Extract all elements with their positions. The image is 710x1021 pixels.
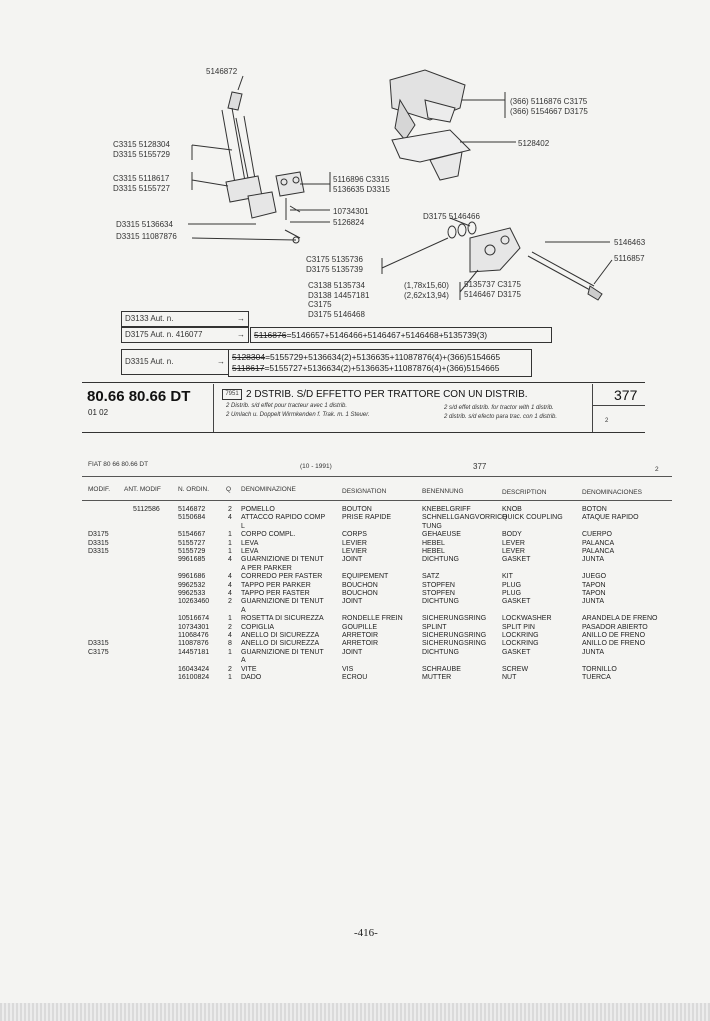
table-cell-fr: JOINT	[342, 556, 363, 564]
callout-lever-a2: D3315 5155729	[113, 150, 170, 159]
header-title: 2 DSTRIB. S/D EFFETTO PER TRATTORE CON UN DISTRIB.	[246, 389, 528, 400]
callout-pin-2: 5126824	[333, 218, 365, 227]
table-cell-es: PALANCA	[582, 539, 615, 547]
table-cell-q: 4	[228, 573, 232, 581]
catalog-page: 5146872 (366) 5116876 C3175 (366) 5154667 D3175 5128402 C3315 5128304 D3315 5155729 C3315 5118617 D3315 5155727 5116896 C3315 5136635 D3315 10734301 5126824 D3315 5136634 D3315 11087876 D3175 5146466 5146463 5116857 C3175 5135736 D3175 5135739 C3138 5135734 (1,78x15,60) D3138 14457181 (2,62x13,94) C3175 D3175 5146468 5135737 C3175 5146467 D3175 D3133 Aut. n. → D3175 Aut. n. 416077 → 5116876=5146657+5146466+5146467+5146468+5135739(3) D3315 Aut. n. → 5128304=5155729+5136634(2)+5136635+11087876(4)+(366)5154665 5118617=5155727+5136634(2)+5136635+11087876(4)+(366)5154665 80.66 80.66 DT 01 02 7951 2 DSTRIB. S/D EFFETTO PER TRATTORE CON UN DISTRIB. 2 Distrib. s/d effet pour tracteur avec 1 distrib. 2 Umlach u. Doppelt Wirmkenden f. Trak. m. 1 Steuer. 2 s/d effet distrib. for tractor with 1 distrib. 2 distrib. s/d efecto para trac. con 1 distrib. 377 2 FIAT 80 66 80.66 DT (10 - 1991) 377 2 MODIF. ANT. MODIF N. ORDIN. Q DENOMINAZIONE DESIGNATION BENENNUNG DESCRIPTION DENOMINACIONES 5112586 5146872 2 POMELLO BOUTON KNEBELGRIFF KNOB BOTON 5150684 4 ATTACCO RAPIDO COMP PRISE RAPIDE SCHNELLGANGVORRICH QUICK COUPLING ATAQUE RAPIDO L TUNG D3175 5154667 1 CORPO COMPL. CORPS GEHAEUSE BODY CUERPO D3315 5155727 1 LEVA LEVIER HEBEL LEVER PALANCA D3315 5155729 1 LEVA LEVIER HEBEL LEVER PALANCA 9961685 4 GUARNIZIONE DI TENUT JOINT DICHTUNG GASKET JUNTA A PER PARKER 9961686 4 CORREDO PER FASTER EQUIPEMENT SATZ KIT JUEGO 9962532 4 TAPPO PER PARKER BOUCHON STOPFEN PLUG TAPON 9962533 4 TAPPO PER FASTER BOUCHON STOPFEN PLUG TAPON 10263460 2 GUARNIZIONE DI TENUT JOINT DICHTUNG GASKET JUNTA A 10516674 1 ROSETTA DI SICUREZZA RONDELLE FREIN SICHERUNGSRING LOCKWASHER ARANDELA DE FRENO 10734301 2 COPIGLIA GOUPILLE SPLINT SPLIT PIN PASADOR ABIERTO 11068476 4 ANELLO DI SICUREZZA ARRETOIR SICHERUNGSRING LOCKRING ANILLO DE FRENO D3315 11087876 8 ANELLO DI SICUREZZA ARRETOIR SICHERUNGSRING LOCKRING ANILLO DE FRENO C3175 14457181 1 GUARNIZIONE DI TENUT JOINT DICHTUNG GASKET JUNTA A 16043424 2 VITE VIS SCHRAUBE SCREW TORNILLO 16100824 1 DADO ECROU MUTTER NUT TUERCA -416-	[0, 0, 710, 1021]
table-cell-q: 4	[228, 590, 232, 597]
table-cell-q: 1	[228, 548, 232, 555]
table-cell-modif: D3175	[88, 531, 109, 539]
callout-seal-4: D3175 5146468	[308, 310, 365, 319]
callout-kit-2: D3175 5135739	[306, 265, 363, 274]
table-cell-it: TAPPO PER FASTER	[241, 590, 310, 597]
callout-screw-1: D3315 5136634	[116, 220, 173, 229]
aut-row-d3315: D3315 Aut. n. →	[121, 349, 229, 375]
callout-seal-2-dim: (2,62x13,94)	[404, 291, 449, 300]
table-cell-de: KNEBELGRIFF	[422, 506, 471, 513]
table-cell-es: JUNTA	[582, 556, 605, 564]
callout-seal-1-dim: (1,78x15,60)	[404, 281, 449, 290]
table-cell-it: L	[241, 522, 245, 530]
callout-seal-2: D3138 14457181	[308, 291, 370, 300]
table-cell-q: 1	[228, 539, 232, 547]
table-cell-ord: 9962533	[178, 590, 206, 597]
table-cell-fr: RONDELLE FREIN	[342, 615, 403, 623]
scan-edge	[0, 1003, 710, 1021]
table-cell-ord: 5150684	[178, 514, 206, 522]
callout-lever-b1: C3315 5118617	[113, 174, 170, 183]
table-cell-q: 1	[228, 615, 232, 623]
callout-kit-1: C3175 5135736	[306, 255, 363, 264]
table-cell-ord: 16100824	[178, 674, 210, 681]
table-cell-en: LOCKWASHER	[502, 615, 552, 623]
table-cell-it: A	[241, 657, 246, 665]
table-cell-de: STOPFEN	[422, 590, 455, 597]
table-cell-de: GEHAEUSE	[422, 531, 461, 539]
table-cell-q: 2	[228, 506, 232, 513]
table-cell-modif: D3315	[88, 640, 109, 648]
header-title-en: 2 s/d effet distrib. for tractor with 1 distrib.	[444, 405, 554, 411]
callout-valve-1: (366) 5116876 C3175	[510, 97, 588, 106]
table-cell-it: A PER PARKER	[241, 564, 292, 572]
table-cell-en: PLUG	[502, 581, 522, 589]
table-cell-es: ANILLO DE FRENO	[582, 632, 646, 639]
header-page-rule	[593, 405, 645, 406]
header-title-fr: 2 Distrib. s/d effet pour tracteur avec 1 distrib.	[226, 403, 348, 409]
table-cell-q: 2	[228, 598, 232, 606]
table-cell-modif: C3175	[88, 648, 109, 656]
table-cell-it: GUARNIZIONE DI TENUT	[241, 598, 324, 606]
table-cell-it: VITE	[241, 665, 257, 673]
table-cell-q: 2	[228, 623, 232, 631]
table-cell-q: 8	[228, 640, 232, 648]
table-cell-fr: JOINT	[342, 648, 363, 656]
table-cell-modif: D3315	[88, 548, 109, 555]
table-cell-de: DICHTUNG	[422, 598, 459, 606]
header-divider-left	[213, 384, 214, 432]
table-cell-de: SICHERUNGSRING	[422, 615, 487, 623]
table-cell-en: LEVER	[502, 548, 525, 555]
callout-seal-3: C3175	[308, 300, 332, 309]
table-cell-q: 1	[228, 648, 232, 656]
header-title-es: 2 distrib. s/d efecto para trac. con 1 distrib.	[444, 414, 558, 420]
table-cell-q: 4	[228, 514, 232, 522]
callout-seal-1: C3138 5135734	[308, 281, 365, 290]
table-cell-ord: 16043424	[178, 665, 210, 673]
callout-top-pin: 5146872	[206, 67, 238, 76]
table-cell-q: 4	[228, 556, 232, 564]
callout-body-1: 5135737 C3175	[464, 280, 521, 289]
aut-row-d3133: D3133 Aut. n. →	[121, 311, 249, 327]
table-cell-ord: 9962532	[178, 581, 206, 589]
table-cell-es: TORNILLO	[582, 665, 617, 673]
table-cell-ord: 10734301	[178, 623, 210, 631]
table-cell-it: COPIGLIA	[241, 623, 275, 631]
table-cell-de: MUTTER	[422, 674, 452, 681]
table-cell-ord: 10263460	[178, 598, 210, 606]
table-cell-it: POMELLO	[241, 506, 275, 513]
table-cell-en: LOCKRING	[502, 640, 539, 648]
small-ref-box: 7951	[222, 389, 242, 400]
table-cell-de: SPLINT	[422, 623, 447, 631]
listing-sheet: 2	[655, 466, 659, 473]
callout-lever-a1: C3315 5128304	[113, 140, 170, 149]
table-cell-q: 4	[228, 632, 232, 639]
table-cell-it: GUARNIZIONE DI TENUT	[241, 556, 324, 564]
table-cell-de: SICHERUNGSRING	[422, 632, 487, 639]
table-cell-it: CORPO COMPL.	[241, 531, 296, 539]
callout-gasket-top: D3175 5146466	[423, 212, 480, 221]
table-cell-it: GUARNIZIONE DI TENUT	[241, 648, 324, 656]
header-page-number: 377	[614, 387, 638, 403]
table-cell-de: HEBEL	[422, 539, 445, 547]
table-cell-q: 1	[228, 674, 232, 681]
table-cell-fr: PRISE RAPIDE	[342, 514, 392, 522]
callout-plate: 5128402	[518, 139, 550, 148]
table-cell-fr: EQUIPEMENT	[342, 573, 389, 581]
table-cell-q: 4	[228, 581, 232, 589]
table-cell-fr: BOUCHON	[342, 590, 378, 597]
table-cell-en: NUT	[502, 674, 517, 681]
table-cell-en: GASKET	[502, 556, 531, 564]
table-cell-en: GASKET	[502, 598, 531, 606]
callout-valve-2: (366) 5154667 D3175	[510, 107, 588, 116]
table-cell-fr: CORPS	[342, 531, 367, 539]
table-cell-es: JUNTA	[582, 648, 605, 656]
table-cell-de: STOPFEN	[422, 581, 455, 589]
table-cell-fr: VIS	[342, 665, 354, 673]
aut-row-d3175-value: 5116876=5146657+5146466+5146467+5146468+5135739(3)	[250, 327, 552, 343]
table-cell-de: SCHRAUBE	[422, 665, 461, 673]
model-title: 80.66 80.66 DT	[87, 388, 191, 405]
table-cell-fr: BOUCHON	[342, 581, 378, 589]
table-cell-es: CUERPO	[582, 531, 612, 539]
table-cell-es: BOTON	[582, 506, 607, 513]
table-cell-it: ROSETTA DI SICUREZZA	[241, 615, 324, 623]
table-cell-en: SCREW	[502, 665, 529, 673]
listing-date-range: (10 - 1991)	[300, 463, 332, 470]
table-cell-fr: GOUPILLE	[342, 623, 378, 631]
table-cell-es: PASADOR ABIERTO	[582, 623, 648, 631]
table-cell-de: DICHTUNG	[422, 556, 459, 564]
table-cell-q: 2	[228, 665, 232, 673]
table-cell-it: A	[241, 606, 246, 614]
table-cell-fr: ARRETOIR	[342, 632, 379, 639]
table-cell-fr: BOUTON	[342, 506, 372, 513]
header-bottom-rule	[82, 432, 645, 433]
callout-clamp-1: 5116896 C3315	[333, 175, 390, 184]
header-top-rule	[82, 382, 645, 383]
table-cell-es: PALANCA	[582, 548, 615, 555]
listing-top-rule	[82, 476, 672, 477]
table-cell-es: JUNTA	[582, 598, 605, 606]
table-cell-es: TAPON	[582, 581, 606, 589]
table-cell-en: GASKET	[502, 648, 531, 656]
table-cell-de: HEBEL	[422, 548, 445, 555]
group-code: 01 02	[88, 408, 109, 417]
table-cell-ord: 5146872	[178, 506, 206, 513]
table-cell-it: DADO	[241, 674, 262, 681]
aut-row-d3315-value: 5128304=5155729+5136634(2)+5136635+11087876(4)+(366)5154665 5118617=5155727+5136634(2)+5136635+11087876(4)+(366)5154665	[228, 349, 532, 377]
table-cell-it: TAPPO PER PARKER	[241, 581, 311, 589]
table-cell-ord: 11068476	[178, 632, 209, 639]
table-cell-ord: 5154667	[178, 531, 206, 539]
table-cell-ant: 5112586	[133, 506, 160, 513]
table-cell-ord: 5155729	[178, 548, 206, 555]
callout-nut: 5116857	[614, 254, 645, 263]
table-cell-es: TAPON	[582, 590, 606, 597]
table-cell-en: BODY	[502, 531, 522, 539]
table-cell-it: LEVA	[241, 539, 259, 547]
callout-screw-2: D3315 11087876	[116, 232, 177, 241]
aut-row-d3175: D3175 Aut. n. 416077 →	[121, 327, 249, 343]
table-cell-es: ARANDELA DE FRENO	[582, 615, 658, 623]
table-cell-en: KIT	[502, 573, 513, 581]
table-cell-en: KNOB	[502, 506, 522, 513]
callout-pin-1: 10734301	[333, 207, 369, 216]
table-cell-fr: JOINT	[342, 598, 363, 606]
table-cell-de: DICHTUNG	[422, 648, 459, 656]
table-cell-q: 1	[228, 531, 232, 539]
table-cell-fr: ARRETOIR	[342, 640, 379, 648]
header-divider-right	[592, 384, 593, 432]
table-cell-de: TUNG	[422, 522, 442, 530]
callout-body-2: 5146467 D3175	[464, 290, 521, 299]
table-cell-ord: 9961685	[178, 556, 206, 564]
table-cell-es: ATAQUE RAPIDO	[582, 514, 639, 522]
table-cell-fr: LEVIER	[342, 548, 367, 555]
table-cell-modif: D3315	[88, 539, 109, 547]
header-sheet: 2	[605, 418, 609, 424]
table-cell-ord: 11087876	[178, 640, 209, 648]
callout-clamp-2: 5136635 D3315	[333, 185, 390, 194]
table-cell-es: TUERCA	[582, 674, 611, 681]
listing-page-number: 377	[473, 462, 487, 471]
table-cell-it: CORREDO PER FASTER	[241, 573, 323, 581]
callout-lever-b2: D3315 5155727	[113, 184, 170, 193]
table-cell-ord: 10516674	[178, 615, 210, 623]
table-cell-de: SCHNELLGANGVORRICH	[422, 514, 508, 522]
table-cell-fr: LEVIER	[342, 539, 367, 547]
table-cell-ord: 9961686	[178, 573, 206, 581]
table-cell-it: LEVA	[241, 548, 259, 555]
table-cell-de: SATZ	[422, 573, 440, 581]
table-cell-it: ANELLO DI SICUREZZA	[241, 640, 320, 648]
listing-model-line: FIAT 80 66 80.66 DT	[88, 461, 149, 468]
header-title-de: 2 Umlach u. Doppelt Wirmkenden f. Trak. m. 1 Steuer.	[226, 412, 370, 418]
table-cell-de: SICHERUNGSRING	[422, 640, 487, 648]
table-cell-it: ATTACCO RAPIDO COMP	[241, 514, 326, 522]
table-cell-en: QUICK COUPLING	[502, 514, 563, 522]
table-cell-en: SPLIT PIN	[502, 623, 535, 631]
table-cell-en: PLUG	[502, 590, 522, 597]
table-cell-ord: 14457181	[178, 648, 210, 656]
table-cell-ord: 5155727	[178, 539, 206, 547]
page-footer-number: -416-	[354, 927, 378, 939]
listing-header-rule	[82, 500, 672, 501]
table-cell-fr: ECROU	[342, 674, 368, 681]
callout-rod: 5146463	[614, 238, 646, 247]
table-cell-es: JUEGO	[582, 573, 607, 581]
table-cell-es: ANILLO DE FRENO	[582, 640, 646, 648]
table-cell-en: LOCKRING	[502, 632, 539, 639]
table-cell-en: LEVER	[502, 539, 525, 547]
table-cell-it: ANELLO DI SICUREZZA	[241, 632, 320, 639]
